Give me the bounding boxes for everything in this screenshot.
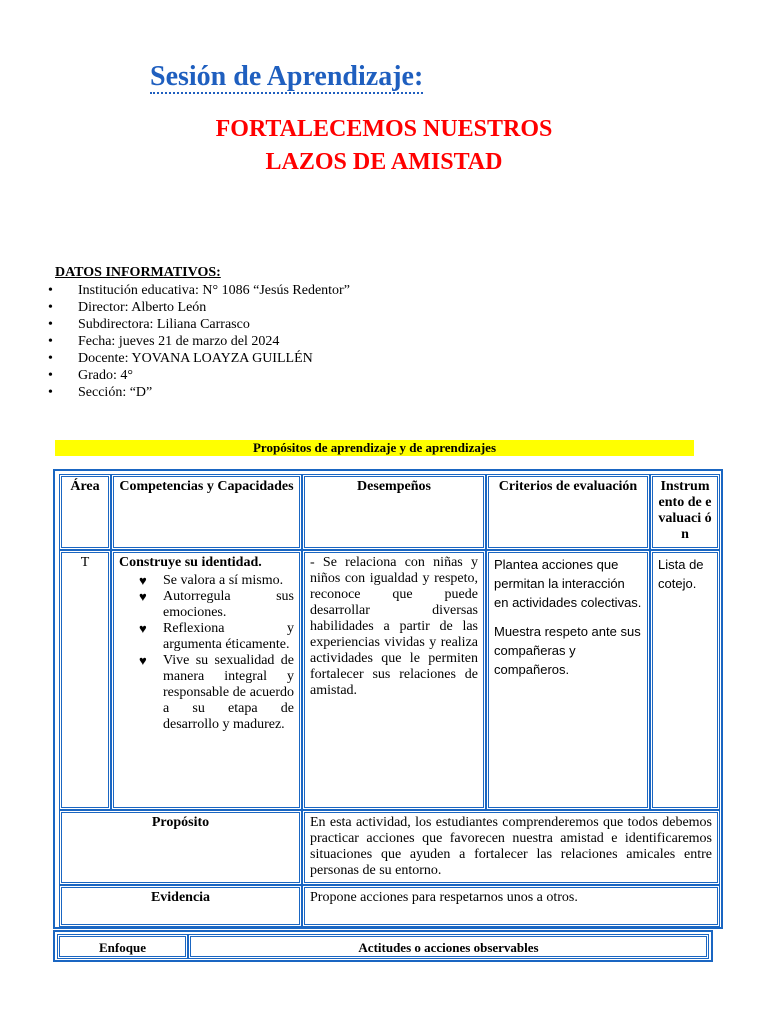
competencias-cell: [111, 550, 302, 810]
list-item: ♥ Autorregula sus emociones.: [139, 589, 294, 620]
list-item: • Docente: YOVANA LOAYZA GUILLÉN: [48, 351, 313, 366]
header-criterios: Criterios de evaluación: [486, 474, 650, 550]
list-item: • Institución educativa: N° 1086 “Jesús Redentor”: [48, 283, 350, 298]
bullet-icon: •: [48, 368, 53, 383]
area-cell: T: [59, 550, 111, 810]
criterio-item: Plantea acciones que permitan la interacción en actividades colectivas.: [494, 557, 642, 610]
competencia-title: Construye su identidad.: [119, 555, 262, 570]
bullet-icon: •: [48, 385, 53, 400]
instrumento-cell: Lista de cotejo.: [650, 550, 720, 810]
criterio-item: Muestra respeto ante sus compañeras y compañeros.: [494, 624, 641, 677]
propositos-banner: Propósitos de aprendizaje y de aprendizajes: [55, 440, 694, 456]
list-item: • Subdirectora: Liliana Carrasco: [48, 317, 250, 332]
list-item: • Sección: “D”: [48, 385, 153, 400]
bullet-icon: •: [48, 283, 53, 298]
criterios-cell: [486, 550, 650, 810]
bullet-icon: •: [48, 300, 53, 315]
datos-heading: DATOS INFORMATIVOS:: [55, 265, 221, 280]
heart-bullet-icon: ♥: [139, 653, 147, 668]
list-item: • Director: Alberto León: [48, 300, 207, 315]
proposito-label: Propósito: [59, 810, 302, 885]
actitudes-header: Actitudes o acciones observables: [188, 934, 709, 959]
list-item: • Fecha: jueves 21 de marzo del 2024: [48, 334, 280, 349]
desempenos-cell: - Se relaciona con niñas y niños con igualdad y respeto, reconoce que puede desarrollar diversas habilidades a partir de las experiencias vividas y realiza actividades que le permiten fortalecer sus relaciones de amistad.: [302, 550, 486, 810]
heart-bullet-icon: ♥: [139, 589, 147, 604]
heart-bullet-icon: ♥: [139, 621, 147, 636]
header-desempenos: Desempeños: [302, 474, 486, 550]
bullet-icon: •: [48, 351, 53, 366]
proposito-text: En esta actividad, los estudiantes comprenderemos que todos debemos practicar acciones que favorecen nuestra amistad e identificaremos situaciones que ayuden a fortalecer las relaciones amicales entre personas de su entorno.: [302, 810, 720, 885]
subtitle-line-1: FORTALECEMOS NUESTROS: [215, 116, 553, 142]
heart-bullet-icon: ♥: [139, 573, 147, 588]
evidencia-label: Evidencia: [59, 885, 302, 927]
header-competencias: Competencias y Capacidades: [111, 474, 302, 550]
bullet-icon: •: [48, 317, 53, 332]
enfoque-label: Enfoque: [57, 934, 188, 959]
bullet-icon: •: [48, 334, 53, 349]
list-item: ♥ Se valora a sí mismo.: [139, 573, 284, 588]
header-area: Área: [59, 474, 111, 550]
subtitle-line-2: LAZOS DE AMISTAD: [265, 149, 503, 175]
list-item: • Grado: 4°: [48, 368, 133, 383]
header-instrumento: Instrum ento de evaluaci ón: [650, 474, 720, 550]
datos-list: [48, 282, 350, 401]
capacidades-list: [139, 573, 294, 733]
list-item: ♥ Reflexiona y argumenta éticamente.: [139, 621, 294, 652]
evidencia-text: Propone acciones para respetarnos unos a otros.: [302, 885, 720, 927]
session-title: Sesión de Aprendizaje:: [150, 61, 424, 92]
list-item: ♥ Vive su sexualidad de manera integral y responsable de acuerdo a su etapa de desarrollo y madurez.: [139, 653, 294, 732]
